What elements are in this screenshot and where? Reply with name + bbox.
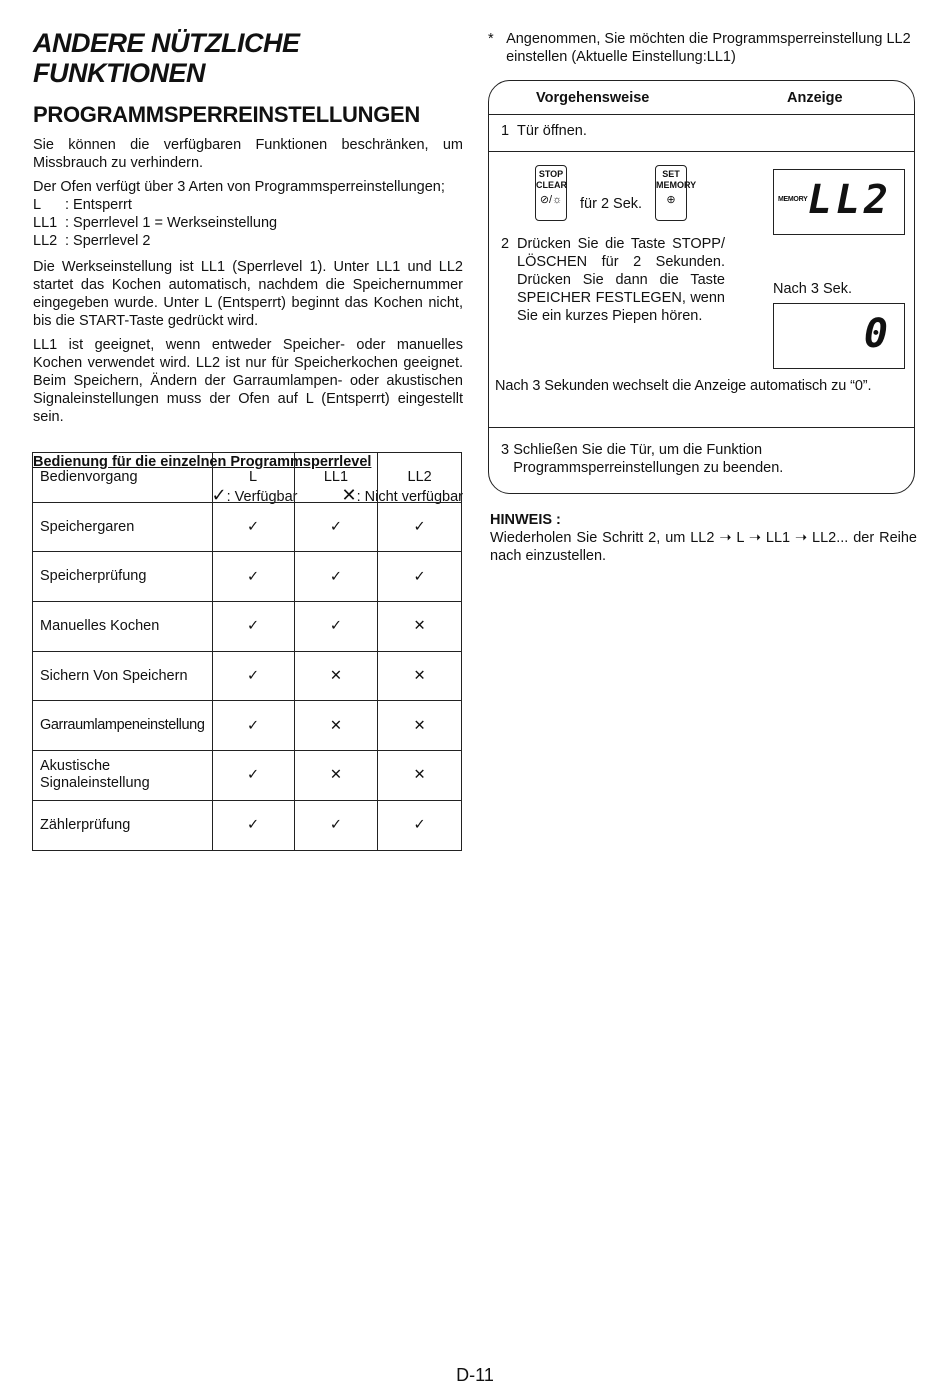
procedure-header: [489, 81, 914, 115]
display-ll2: [773, 169, 905, 235]
usage-paragraph: LL1 ist geeignet, wenn entweder Speicher- oder manuelles Kochen verwendet wird. LL2 ist nur für Speicherkochen geeignet. Beim Speichern, Ändern der Garraumlampen- oder akustischen Signaleinstellungen muss der Ofen auf L (Entsperrt) eingestellt sein.: [33, 337, 463, 425]
table-title: Bedienung für die einzelnen Programmsperrlevel: [33, 454, 372, 470]
row-label: Akustische Signaleinstellung: [33, 751, 213, 801]
row-label: Zählerprüfung: [33, 800, 213, 850]
memory-indicator: MEMORY: [778, 196, 808, 203]
level-item: [33, 232, 463, 250]
after-3-sec-label: Nach 3 Sek.: [773, 281, 852, 297]
checkmark-icon: ✓: [212, 602, 294, 652]
table-row: [33, 751, 462, 801]
row-label: Sichern Von Speichern: [33, 651, 213, 701]
step-number: 1: [501, 123, 510, 139]
checkmark-icon: ✓: [212, 552, 294, 602]
display-zero: [773, 303, 905, 369]
table-row: [33, 602, 462, 652]
stop-clear-key-icon: [535, 165, 567, 221]
display-readout: LL2: [807, 177, 892, 223]
row-label: Speichergaren: [33, 502, 213, 552]
key-label: MEMORY: [656, 180, 697, 190]
table-row: [33, 701, 462, 751]
set-memory-key-icon: [655, 165, 697, 221]
divider: [489, 151, 914, 152]
cross-icon: ✕: [341, 485, 357, 505]
checkmark-icon: ✓: [378, 502, 462, 552]
step-text: Drücken Sie die Taste STOPP/ LÖSCHEN für 2 Sekunden. Drücken Sie dann die Taste SPEICHER FESTLEGEN, wenn Sie ein kurzes Piepen hören.: [517, 236, 725, 324]
left-column: [33, 28, 463, 506]
lock-level-list: [33, 196, 463, 250]
key-glyph: ⊕: [666, 194, 676, 206]
checkmark-icon: ✓: [294, 800, 378, 850]
table-header-row: [33, 453, 462, 503]
right-column: [488, 30, 918, 66]
checkmark-icon: ✓: [294, 502, 378, 552]
key-glyph: ⊘/☼: [539, 194, 563, 206]
level-item: [33, 196, 463, 214]
cross-icon: ✕: [294, 651, 378, 701]
page-heading: ANDERE NÜTZLICHE FUNKTIONEN: [33, 28, 300, 88]
step-2: [501, 235, 725, 325]
checkmark-icon: ✓: [212, 502, 294, 552]
level-key: L: [33, 197, 42, 213]
step-text: Schließen Sie die Tür, um die Funktion Programmsperreinstellungen zu beenden.: [513, 442, 784, 476]
example-intro: [488, 30, 918, 66]
level-key: LL1: [33, 215, 58, 231]
checkmark-icon: ✓: [212, 800, 294, 850]
step-text: Tür öffnen.: [517, 123, 587, 139]
row-label: Manuelles Kochen: [33, 602, 213, 652]
table-row: [33, 800, 462, 850]
divider: [489, 427, 914, 428]
table-row: [33, 502, 462, 552]
level-text: : Sperrlevel 1 = Werkseinstellung: [65, 215, 278, 231]
step-number: 2: [501, 236, 510, 252]
row-label: Speicherprüfung: [33, 552, 213, 602]
lock-level-table: [32, 452, 462, 851]
table-header: LL2: [378, 453, 462, 503]
note: [490, 511, 917, 565]
step-number: 3: [501, 442, 510, 458]
cross-icon: ✕: [378, 602, 462, 652]
display-col-header: Anzeige: [787, 90, 843, 106]
legend-available-label: : Verfügbar: [226, 489, 298, 505]
auto-switch-note: Nach 3 Sekunden wechselt die Anzeige automatisch zu “0”.: [495, 378, 872, 394]
table-row: [33, 651, 462, 701]
table-header: L: [212, 453, 294, 503]
table-header: LL1: [294, 453, 378, 503]
cross-icon: ✕: [378, 651, 462, 701]
note-title: HINWEIS :: [490, 512, 561, 528]
level-text: : Sperrlevel 2: [65, 233, 151, 249]
level-text: : Entsperrt: [65, 197, 132, 213]
row-label: Garraumlampeneinstellung: [33, 701, 213, 751]
key-label: CLEAR: [536, 180, 567, 190]
checkmark-icon: ✓: [378, 800, 462, 850]
checkmark-icon: ✓: [378, 552, 462, 602]
checkmark-icon: ✓: [211, 485, 227, 505]
checkmark-icon: ✓: [212, 701, 294, 751]
key-label: STOP: [538, 169, 564, 179]
step-3: [501, 441, 914, 477]
section-heading: PROGRAMMSPERREINSTELLUNGEN: [33, 102, 420, 127]
page-number: D-11: [456, 1365, 494, 1384]
cross-icon: ✕: [378, 701, 462, 751]
step-1: [501, 123, 587, 139]
level-key: LL2: [33, 233, 58, 249]
types-paragraph: Der Ofen verfügt über 3 Arten von Programmsperreinstellungen;: [33, 179, 445, 195]
legend-unavailable-label: : Nicht verfügbar: [356, 489, 463, 505]
display-readout: 0: [863, 311, 892, 357]
checkmark-icon: ✓: [212, 651, 294, 701]
cross-icon: ✕: [294, 751, 378, 801]
cross-icon: ✕: [294, 701, 378, 751]
hold-duration: für 2 Sek.: [580, 196, 643, 212]
checkmark-icon: ✓: [294, 602, 378, 652]
checkmark-icon: ✓: [294, 552, 378, 602]
note-text: Wiederholen Sie Schritt 2, um LL2 ➝ L ➝ LL1 ➝ LL2... der Reihe nach einzustellen.: [490, 530, 917, 564]
procedure-box: [488, 80, 915, 494]
example-intro-text: Angenommen, Sie möchten die Programmsperreinstellung LL2 einstellen (Aktuelle Einstellung:LL1): [506, 31, 911, 65]
checkmark-icon: ✓: [212, 751, 294, 801]
key-label: SET: [662, 169, 680, 179]
default-setting-paragraph: Die Werkseinstellung ist LL1 (Sperrlevel 1). Unter LL1 und LL2 startet das Kochen automatisch, nachdem die Speichernummer eingegeben wurde. Unter L (Entsperrt) beginnt das Kochen nicht, bis die START-Taste gedrückt wird.: [33, 259, 463, 329]
asterisk: *: [488, 31, 494, 47]
cross-icon: ✕: [378, 751, 462, 801]
table-row: [33, 552, 462, 602]
procedure-col-header: Vorgehensweise: [536, 90, 650, 106]
table-header: Bedienvorgang: [33, 453, 213, 503]
intro-paragraph: Sie können die verfügbaren Funktionen beschränken, um Missbrauch zu verhindern.: [33, 137, 463, 171]
level-item: [33, 214, 463, 232]
